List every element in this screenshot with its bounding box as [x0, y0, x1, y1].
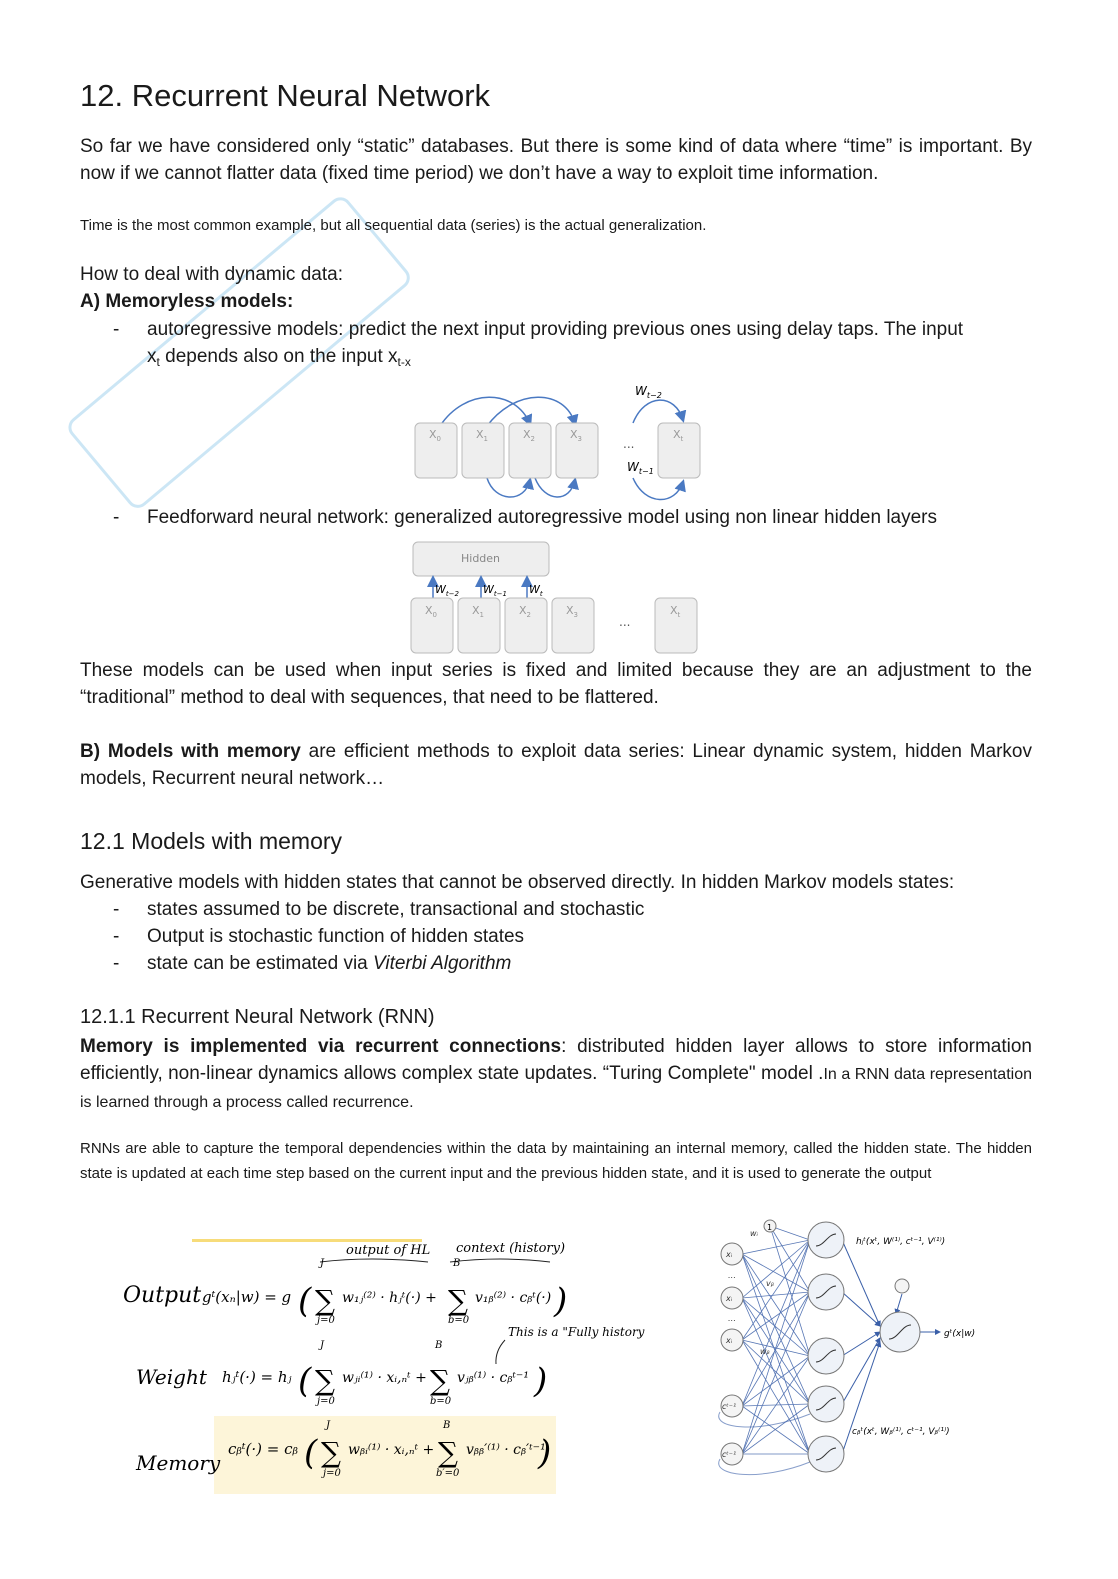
ar-ellipsis: ...	[623, 437, 635, 451]
ff-ellipsis: ...	[619, 615, 631, 629]
ff-box-xt	[655, 598, 697, 653]
output-term-1: w₁ⱼ⁽²⁾ · hⱼᵗ(·) +	[342, 1290, 437, 1306]
svg-text:X2: $X_2$	[519, 604, 532, 619]
svg-text:b=0: b=0	[448, 1315, 470, 1326]
svg-text:b′=0: b′=0	[436, 1468, 460, 1479]
hmm-bullet-1: - states assumed to be discrete, transactional and stochastic	[113, 899, 645, 920]
svg-text:∑: ∑	[321, 1436, 341, 1469]
bullet-autoregressive: - autoregressive models: predict the next input providing previous ones using delay taps. The input $x_t$ depends also on the input $x_{t-x}$	[113, 319, 964, 369]
weight-label: Weight	[136, 1365, 207, 1389]
output-lhs: gᵗ(xₙ|w) = g	[202, 1288, 292, 1306]
weight-term-1: wⱼᵢ⁽¹⁾ · xᵢ,ₙᵗ +	[342, 1370, 427, 1386]
annotation-fully-history: This is a "Fully history	[508, 1325, 645, 1339]
svg-text:X3: $X_3$	[570, 428, 583, 443]
svg-text:X2: $X_2$	[523, 428, 536, 443]
ff-box-x3	[552, 598, 594, 653]
ar-box-x3	[556, 423, 598, 478]
ff-weight-2: $W_{t-1}$	[483, 583, 507, 598]
svg-text:Xt: $X_t$	[670, 604, 681, 619]
ff-weight-3: $W_t$	[529, 583, 543, 598]
svg-text:cᵗ⁻¹: cᵗ⁻¹	[722, 1450, 737, 1459]
svg-text:X1: $X_1$	[476, 428, 489, 443]
svg-text:vᵦ: vᵦ	[766, 1279, 774, 1288]
ar-box-xt	[658, 423, 700, 478]
svg-text:…: …	[728, 1271, 736, 1280]
svg-text:X0: $X_0$	[429, 428, 442, 443]
rnn-equations	[110, 1236, 645, 1501]
section-12-1-1-title: 12.1.1 Recurrent Neural Network (RNN)	[80, 1006, 435, 1028]
svg-text:∑: ∑	[438, 1436, 458, 1469]
svg-text:(: (	[304, 1433, 318, 1473]
svg-text:Hidden: Hidden	[461, 552, 501, 565]
section-12-1-title: 12.1 Models with memory	[80, 828, 343, 854]
svg-text:): )	[538, 1433, 552, 1473]
bullet-feedforward: - Feedforward neural network: generalized autoregressive model using non linear hidden layers	[113, 507, 938, 528]
memoryless-heading: A) Memoryless models:	[80, 291, 294, 312]
memory-label: Memory	[136, 1451, 221, 1475]
memory-term-1: wᵦᵢ⁽¹⁾ · xᵢ,ₙᵗ +	[348, 1442, 435, 1458]
svg-text:): )	[534, 1361, 548, 1401]
svg-text:X1: $X_1$	[472, 604, 485, 619]
svg-text:j=0: j=0	[323, 1468, 341, 1479]
ar-box-x2	[509, 423, 551, 478]
network-output-label: gᵗ(x|w)	[944, 1329, 976, 1339]
ff-box-x1	[458, 598, 500, 653]
models-paragraph: These models can be used when input series is fixed and limited because they are an adjustment to the “traditional” method to deal with sequences, that need to be flattered.	[80, 660, 1032, 708]
svg-text:∑: ∑	[315, 1364, 335, 1397]
autoregressive-figure	[405, 378, 715, 506]
svg-text:xᵢ: xᵢ	[726, 1336, 733, 1345]
svg-text:X0: $X_0$	[425, 604, 438, 619]
svg-text:B: B	[453, 1258, 461, 1269]
svg-text:X3: $X_3$	[566, 604, 579, 619]
rnn-network-diagram	[700, 1214, 1000, 1490]
models-with-memory-paragraph: B) Models with memory are efficient methods to exploit data series: Linear dynamic system, hidden Markov models, Recurrent neural network…	[80, 741, 1033, 789]
hmm-bullet-3: - state can be estimated via Viterbi Algorithm	[113, 953, 512, 974]
svg-text:xᵢ: xᵢ	[726, 1250, 733, 1259]
intro-note: Time is the most common example, but all sequential data (series) is the actual generalization.	[80, 217, 707, 234]
ff-box-x2	[505, 598, 547, 653]
svg-text:cᵗ⁻¹: cᵗ⁻¹	[722, 1402, 737, 1411]
svg-text:): )	[554, 1281, 568, 1321]
hidden-layer-box	[413, 542, 549, 576]
svg-text:j=0: j=0	[317, 1396, 335, 1407]
svg-text:b=0: b=0	[430, 1396, 452, 1407]
svg-text:(: (	[298, 1361, 312, 1401]
memory-term-2: vᵦᵦ′⁽¹⁾ · cᵦ′ᵗ⁻¹	[466, 1442, 546, 1458]
intro-paragraph: So far we have considered only “static” databases. But there is some kind of data where “time” is important. By now if we cannot flatter data (fixed time period) we don’t have a way to exploit time information.	[80, 136, 1032, 184]
svg-text:xᵢ: xᵢ	[726, 1294, 733, 1303]
page-title: 12. Recurrent Neural Network	[80, 78, 491, 113]
svg-text:Xt: $X_t$	[673, 428, 684, 443]
hidden-state-label: hⱼᵗ(xᵗ, W⁽¹⁾, cᵗ⁻¹, V⁽¹⁾)	[856, 1237, 946, 1247]
rnn-paragraph: Memory is implemented via recurrent connections: distributed hidden layer allows to store information efficiently, non-linear dynamics allows complex state updates. “Turing Complete" model .In a RNN data representation is learned through a process called recurrence.	[80, 1036, 1032, 1111]
annotation-output-hl: output of HL	[346, 1243, 431, 1258]
output-bias-node	[895, 1279, 909, 1293]
svg-text:1: 1	[767, 1223, 773, 1232]
weight-term-2: vⱼᵦ⁽¹⁾ · cᵦᵗ⁻¹	[457, 1370, 529, 1386]
output-term-2: v₁ᵦ⁽²⁾ · cᵦᵗ(·)	[475, 1290, 552, 1306]
svg-text:(: (	[298, 1281, 312, 1321]
svg-text:wᵢ: wᵢ	[750, 1229, 758, 1238]
ar-weight-top: $W_{t-2}$	[635, 384, 662, 400]
context-state-label: cᵦᵗ(xᵗ, Wᵦ⁽¹⁾, cᵗ⁻¹, Vᵦ⁽¹⁾)	[852, 1427, 950, 1437]
feedforward-figure	[405, 538, 715, 656]
ar-box-x1	[462, 423, 504, 478]
svg-text:J: J	[320, 1340, 325, 1351]
svg-text:B: B	[435, 1340, 443, 1351]
weight-lhs: hⱼᵗ(·) = hⱼ	[222, 1368, 292, 1386]
svg-text:∑: ∑	[315, 1284, 335, 1317]
svg-text:B: B	[443, 1420, 451, 1431]
ar-box-x0	[415, 423, 457, 478]
dynamic-heading: How to deal with dynamic data:	[80, 264, 343, 285]
output-label: Output	[123, 1283, 202, 1308]
ff-box-x0	[411, 598, 453, 653]
annotation-context: context (history)	[456, 1241, 566, 1256]
section-12-1-intro: Generative models with hidden states that cannot be observed directly. In hidden Markov models states:	[80, 872, 955, 893]
hmm-bullet-2: - Output is stochastic function of hidden states	[113, 926, 525, 947]
rnn-hidden-state-paragraph: RNNs are able to capture the temporal dependencies within the data by maintaining an internal memory, called the hidden state. The hidden state is updated at each time step based on the current input and the previous hidden state, and it is used to generate the output	[80, 1140, 1032, 1182]
svg-text:J: J	[326, 1420, 331, 1431]
svg-text:J: J	[320, 1258, 325, 1269]
svg-text:∑: ∑	[448, 1284, 468, 1317]
svg-text:…: …	[728, 1314, 736, 1323]
svg-text:j=0: j=0	[317, 1315, 335, 1326]
ff-weight-1: $W_{t-2}$	[435, 583, 459, 598]
ar-weight-bottom: $W_{t-1}$	[627, 460, 654, 476]
svg-text:∑: ∑	[430, 1364, 450, 1397]
memory-lhs: cᵦᵗ(·) = cᵦ	[228, 1440, 298, 1458]
svg-text:wᵦ: wᵦ	[760, 1347, 770, 1356]
